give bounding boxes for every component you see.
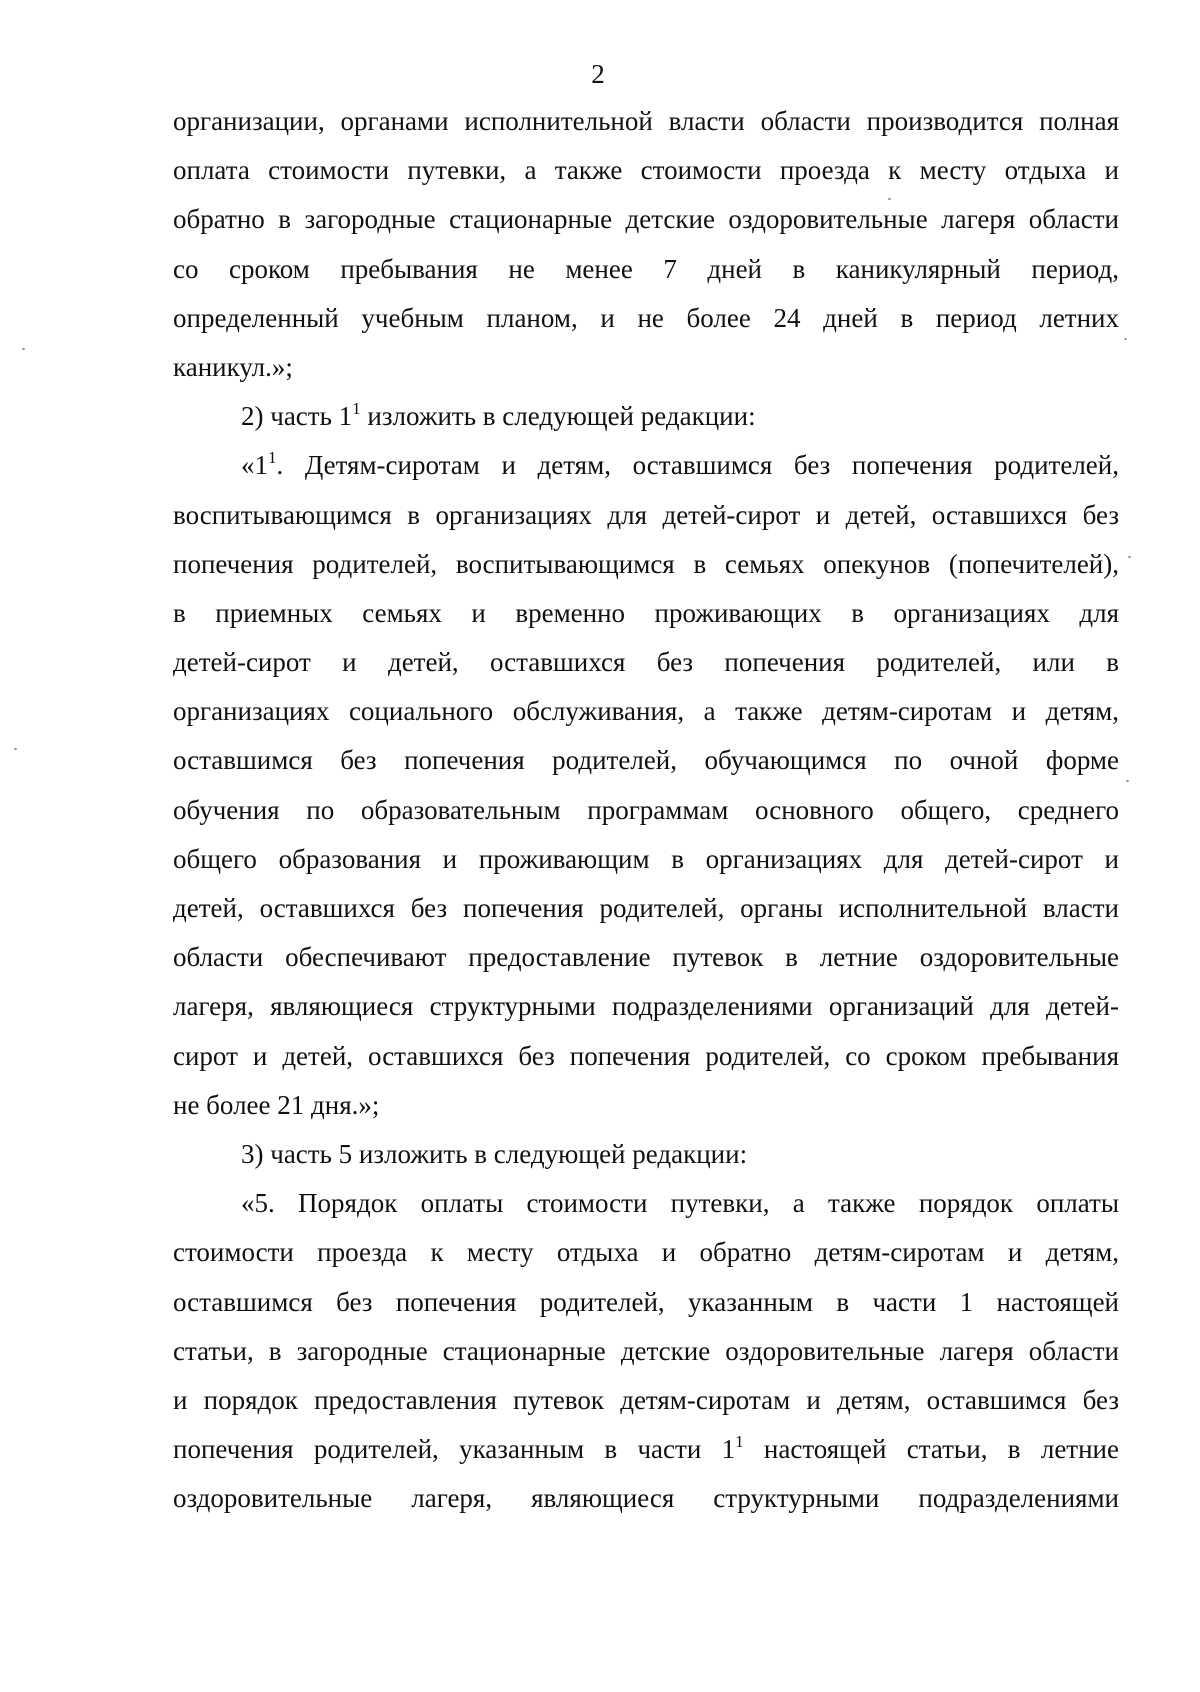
line-text: в приемных семьях и временно проживающих в организациях для xyxy=(173,597,1119,628)
text-line xyxy=(173,1081,1119,1130)
text-line xyxy=(173,1327,1119,1376)
line-text: лагеря, являющиеся структурными подразделениями организаций для детей- xyxy=(173,991,1119,1022)
text-line xyxy=(173,1425,1119,1474)
text-line xyxy=(173,195,1119,244)
text-line xyxy=(173,491,1119,540)
line-text-continued: настоящей статьи, в летние xyxy=(743,1434,1119,1465)
text-line xyxy=(173,638,1119,687)
text-line xyxy=(173,982,1119,1031)
line-text: оздоровительные лагеря, являющиеся структурными подразделениями xyxy=(173,1483,1119,1514)
document-body xyxy=(173,97,1119,1523)
text-line xyxy=(173,441,1119,490)
text-line xyxy=(173,786,1119,835)
line-text: оставшимся без попечения родителей, обучающимся по очной форме xyxy=(173,745,1119,776)
superscript: 1 xyxy=(268,448,277,468)
line-text: организациях социального обслуживания, а также детям-сиротам и детям, xyxy=(173,696,1119,727)
text-line xyxy=(173,884,1119,933)
line-text: попечения родителей, воспитывающимся в семьях опекунов (попечителей), xyxy=(173,548,1119,579)
scan-speck xyxy=(14,748,17,750)
line-text: оставшимся без попечения родителей, указанным в части 1 настоящей xyxy=(173,1286,1119,1317)
line-text: 3) часть 5 изложить в следующей редакции: xyxy=(241,1138,748,1169)
superscript: 1 xyxy=(352,399,361,419)
line-text: со сроком пребывания не менее 7 дней в каникулярный период, xyxy=(173,253,1119,284)
text-line xyxy=(173,392,1119,441)
text-line xyxy=(173,687,1119,736)
text-line xyxy=(173,1474,1119,1523)
line-text: стоимости проезда к месту отдыха и обратно детям-сиротам и детям, xyxy=(173,1237,1119,1268)
line-text: детей, оставшихся без попечения родителей, органы исполнительной власти xyxy=(173,893,1119,923)
text-line xyxy=(173,933,1119,982)
text-line xyxy=(173,835,1119,884)
line-text: «5. Порядок оплаты стоимости путевки, а также порядок оплаты xyxy=(241,1188,1119,1219)
line-text: «1 xyxy=(241,450,268,481)
line-text: воспитывающимся в организациях для детей-сирот и детей, оставшихся без xyxy=(173,499,1119,530)
scan-speck xyxy=(1128,556,1131,558)
line-text-continued: изложить в следующей редакции: xyxy=(360,401,756,432)
line-text-continued: . Детям-сиротам и детям, оставшимся без попечения родителей, xyxy=(276,450,1119,481)
line-text: 2) часть 1 xyxy=(241,401,353,432)
text-line xyxy=(173,1278,1119,1327)
line-text: общего образования и проживающим в организациях для детей-сирот и xyxy=(173,843,1119,874)
text-line xyxy=(173,1228,1119,1277)
text-line xyxy=(173,1376,1119,1425)
text-line xyxy=(173,1179,1119,1228)
text-line xyxy=(173,736,1119,785)
line-text: каникул.»; xyxy=(173,351,293,382)
line-text: не более 21 дня.»; xyxy=(173,1089,380,1120)
text-line xyxy=(173,1130,1119,1179)
line-text: детей-сирот и детей, оставшихся без попечения родителей, или в xyxy=(173,647,1119,678)
text-line xyxy=(173,1032,1119,1081)
scan-speck xyxy=(1126,780,1129,782)
line-text: и порядок предоставления путевок детям-сиротам и детям, оставшимся без xyxy=(173,1384,1119,1415)
text-line xyxy=(173,97,1119,146)
line-text: попечения родителей, указанным в части 1 xyxy=(173,1434,736,1465)
line-text: организации, органами исполнительной власти области производится полная xyxy=(173,106,1119,136)
superscript: 1 xyxy=(735,1432,744,1452)
line-text: статьи, в загородные стационарные детские оздоровительные лагеря области xyxy=(173,1335,1119,1366)
scan-speck xyxy=(22,348,25,350)
page-number: 2 xyxy=(591,59,605,89)
line-text: определенный учебным планом, и не более 24 дней в период летних xyxy=(173,302,1119,333)
scan-speck xyxy=(888,198,891,200)
line-text: оплата стоимости путевки, а также стоимости проезда к месту отдыха и xyxy=(173,155,1119,186)
line-text: обучения по образовательным программам основного общего, среднего xyxy=(173,794,1119,825)
line-text: области обеспечивают предоставление путевок в летние оздоровительные xyxy=(173,942,1119,973)
text-line xyxy=(173,294,1119,343)
text-line xyxy=(173,589,1119,638)
text-line xyxy=(173,540,1119,589)
scan-speck xyxy=(1124,338,1127,340)
line-text: сирот и детей, оставшихся без попечения родителей, со сроком пребывания xyxy=(173,1040,1119,1071)
text-line xyxy=(173,343,1119,392)
text-line xyxy=(173,146,1119,195)
line-text: обратно в загородные стационарные детские оздоровительные лагеря области xyxy=(173,204,1119,235)
text-line xyxy=(173,245,1119,294)
